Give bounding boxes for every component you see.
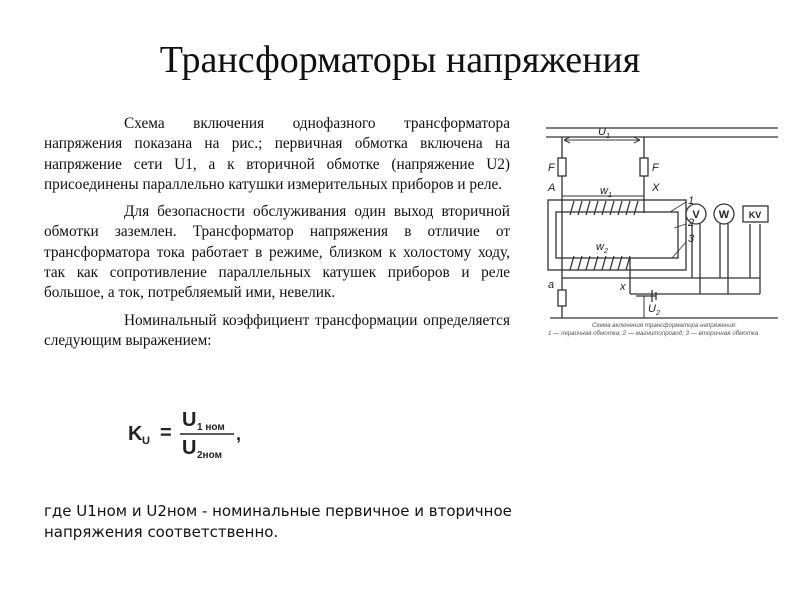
leader-1	[670, 202, 686, 212]
label-w1: w	[600, 185, 608, 197]
label-x-upper: X	[652, 182, 660, 194]
fuse-lower	[558, 290, 566, 306]
label-fuse-left: F	[548, 162, 555, 174]
leader-3	[672, 242, 686, 258]
paragraph-safety: Для безопасности обслуживания один выход вторичной обмотки заземлен. Трансформатор напряжения в отличие от трансформатора тока работает в режиме, близком к холостому ходу, так как сопротивление параллельных катушек приборов и реле большое, а ток, потребляемый ими, невелик.	[44, 203, 510, 302]
transformer-diagram	[540, 118, 780, 344]
formula-equals: =	[160, 422, 172, 444]
label-a-lower: a	[548, 279, 555, 291]
label-u1: U	[598, 126, 606, 138]
label-u2-sub: 2	[656, 310, 660, 317]
label-w2-sub: 2	[604, 248, 608, 255]
leader-2	[674, 224, 686, 228]
footer-text: где U1ном и U2ном - номинальные первичное и вторичное напряжения соответственно.	[44, 502, 512, 541]
fuse-right	[640, 158, 648, 176]
fuse-left	[558, 158, 566, 176]
formula-numerator: U	[182, 409, 197, 431]
formula-comma: ,	[236, 424, 242, 444]
diagram-caption-1: Схема включения трансформатора напряжения:	[592, 322, 737, 329]
label-wattmeter: W	[718, 209, 730, 221]
core-outer	[548, 200, 686, 270]
label-w2: w	[596, 241, 604, 253]
label-fuse-right: F	[652, 162, 659, 174]
label-2: 2	[688, 217, 695, 229]
label-voltmeter: V	[692, 209, 700, 221]
paragraph-ratio: Номинальный коэффициент трансформации определяется следующим выражением:	[44, 311, 510, 349]
core-inner	[556, 212, 678, 258]
formula-k: K	[128, 423, 143, 445]
label-w1-sub: 1	[608, 192, 612, 199]
label-x-lower: x	[620, 281, 626, 293]
diagram-caption-2: 1 — первичная обмотка; 2 — магнитопровод; 3 — вторичная обмотка	[548, 330, 759, 337]
label-relay: KV	[748, 210, 762, 220]
formula-denominator: U	[182, 437, 197, 459]
body-text	[44, 114, 510, 358]
label-1: 1	[688, 195, 695, 207]
primary-winding	[570, 201, 638, 215]
formula-denominator-sub: 2ном	[197, 450, 222, 461]
formula-k-sub: U	[142, 435, 150, 447]
label-u2: U	[648, 303, 656, 315]
label-a-upper: A	[548, 182, 556, 194]
slide-title: Трансформаторы напряжения	[159, 39, 641, 81]
paragraph-scheme: Схема включения однофазного трансформатора напряжения показана на рис.; первичная обмотка включена на напряжение сети U1, а к вторичной обмотке (напряжение U2) присоединены параллельно катушки измерительных приборов и реле.	[44, 115, 510, 193]
label-3: 3	[688, 233, 695, 245]
formula-numerator-sub: 1 ном	[197, 422, 225, 433]
ratio-formula	[126, 404, 266, 464]
label-u1-sub: 1	[606, 133, 610, 140]
